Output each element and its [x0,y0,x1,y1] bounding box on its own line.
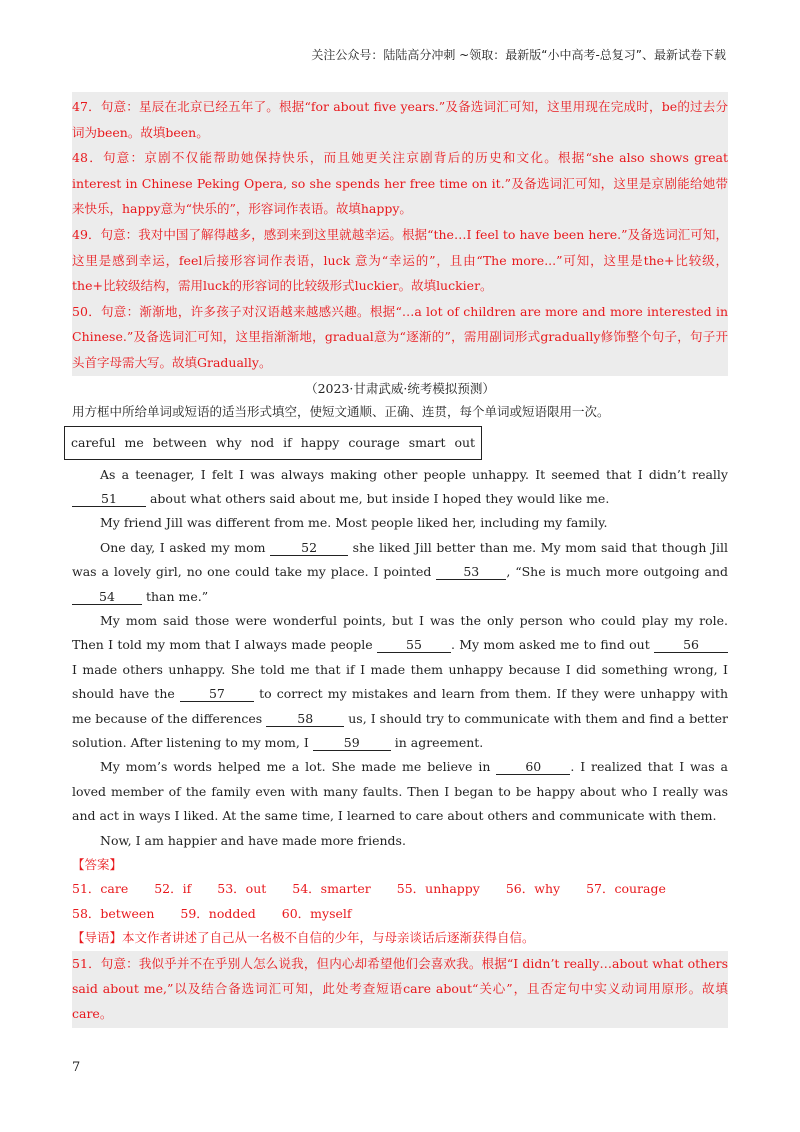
passage-text: to correct my mistakes and learn from them. If they were unhappy with me because of the differences [72,686,728,726]
previous-explanations [72,92,728,376]
answer-item: 60．myself [281,905,352,921]
word-box-item: happy [300,434,340,450]
passage-text: about what others said about me, but inside I hoped they would like me. [146,490,610,506]
word-box-item: careful [71,434,116,450]
explanation-51: 51．句意：我似乎并不在乎别人怎么说我，但内心却希望他们会喜欢我。根据“I didn’t really…about what others said about me,”以及结合备选词汇可知，此处考查短语care about“关心”，且否定句中实义动词用原形。故填care。 [72,951,728,1028]
page-number: 7 [72,1060,81,1075]
explanation-49: 49．句意：我对中国了解得越多，感到来到这里就越幸运。根据“the…I feel to have been here.”及备选词汇可知，这里是感到幸运，feel后接形容词作表语，luck 意为“幸运的”，且由“The more...”可知，这里是the+比较级，the+比较级结构，需用luck的形容词的比较级形式luckier。故填luckier。 [72,226,728,294]
passage-text: My mom’s words helped me a lot. She made me believe in [100,759,497,775]
guide-section [72,926,728,950]
guide-text: 本文作者讲述了自己从一名极不自信的少年，与母亲谈话后逐渐获得自信。 [122,930,535,946]
blank-54: 54 [72,589,142,605]
passage-text: One day, I asked my mom [100,539,271,555]
answer-item: 52．if [154,881,192,897]
passage-text: My mom said those were wonderful points, but I was the only person who could play my role. Then I told my mom that I always made people [72,612,728,653]
explanation-47: 47．句意：星辰在北京已经五年了。根据“for about five years.”及备选词汇可知，这里用现在完成时，be的过去分词为been。故填been。 [72,99,728,140]
word-box [64,426,482,460]
passage-paragraph-6: Now, I am happier and have made more friends. [100,832,406,848]
guide-label: 【导语】 [72,930,123,946]
passage-text: . I realized that I was a loved member of the family even with many faults. Then I began to be happy about who I really was and act in ways I liked. At the same time, I learned to care about others and communicate with them. [72,759,728,824]
answer-item: 51．care [72,881,129,897]
blank-56: 56 [654,637,728,653]
question-source: （2023·甘肃武威·统考模拟预测） [305,380,495,396]
word-box-item: between [152,434,207,450]
word-box-item: why [215,434,242,450]
word-box-item: smart [408,434,446,450]
blank-60: 60 [496,759,570,775]
blank-59: 59 [313,735,391,751]
passage-paragraph-2: My friend Jill was different from me. Most people liked her, including my family. [100,515,608,531]
answer-row-2 [72,902,728,926]
answer-section [72,853,728,926]
passage-paragraph-1 [72,463,728,512]
blank-55: 55 [377,637,451,653]
answer-item: 55．unhappy [396,881,480,897]
explanation-48: 48．句意：京剧不仅能帮助她保持快乐，而且她更关注京剧背后的历史和文化。根据“she also shows great interest in Chinese Peking Opera, so she spends her free time on it.”及备选词汇可知，这里是京剧能给她带来快乐，happy意为“快乐的”，形容词作表语。故填happy。 [72,150,728,217]
answer-item: 57．courage [586,881,666,897]
reading-passage [72,463,728,854]
page-content [72,92,728,1028]
answer-item: 56．why [505,881,561,897]
explanation-50: 50．句意：渐渐地，许多孩子对汉语越来越感兴趣。根据“…a lot of children are more and more interested in Chinese.”及备选词汇可知，这里指渐渐地，gradual意为“逐渐的”，需用副词形式gradually修饰整个句子，句子开头首字母需大写。故填Gradually。 [72,303,728,370]
answer-row-1 [72,877,728,901]
word-box-item: if [283,434,292,450]
blank-57: 57 [180,686,254,702]
answer-heading: 【答案】 [72,857,123,873]
blank-53: 53 [436,564,506,580]
answer-item: 53．out [217,881,267,897]
passage-paragraph-4 [72,609,728,755]
word-box-item: courage [348,434,400,450]
passage-text: . My mom asked me to find out [450,637,655,653]
passage-text: us, I should try to communicate with them and find a better solution. After listening to my mom, I [72,710,728,750]
passage-text: As a teenager, I felt I was always making other people unhappy. It seemed that I didn’t really [100,466,728,482]
answer-item: 54．smarter [292,881,371,897]
passage-paragraph-5 [72,755,728,828]
word-box-item: me [124,434,144,450]
answer-item: 58．between [72,905,155,921]
passage-text: than me.” [142,588,209,604]
passage-text: , “She is much more outgoing and [506,564,729,580]
blank-52: 52 [270,540,348,556]
word-box-item: nod [250,434,275,450]
blank-58: 58 [266,711,344,727]
page-header: 关注公众号：陆陆高分冲刺 ~领取：最新版“小中高考-总复习”、最新试卷下载 [311,48,726,62]
passage-paragraph-3 [72,536,728,609]
question-instruction: 用方框中所给单词或短语的适当形式填空，使短文通顺、正确、连贯，每个单词或短语限用一次。 [72,403,610,419]
blank-51: 51 [72,491,146,507]
passage-text: I made others unhappy. She told me that if I made them unhappy because I did something wrong, I should have the [72,661,728,702]
passage-text: in agreement. [390,735,484,750]
answer-item: 59．nodded [180,905,256,921]
word-box-item: out [454,434,476,450]
passage-text: she liked Jill better than me. My mom said that though Jill was a lovely girl, no one could take my place. I pointed [72,539,728,580]
